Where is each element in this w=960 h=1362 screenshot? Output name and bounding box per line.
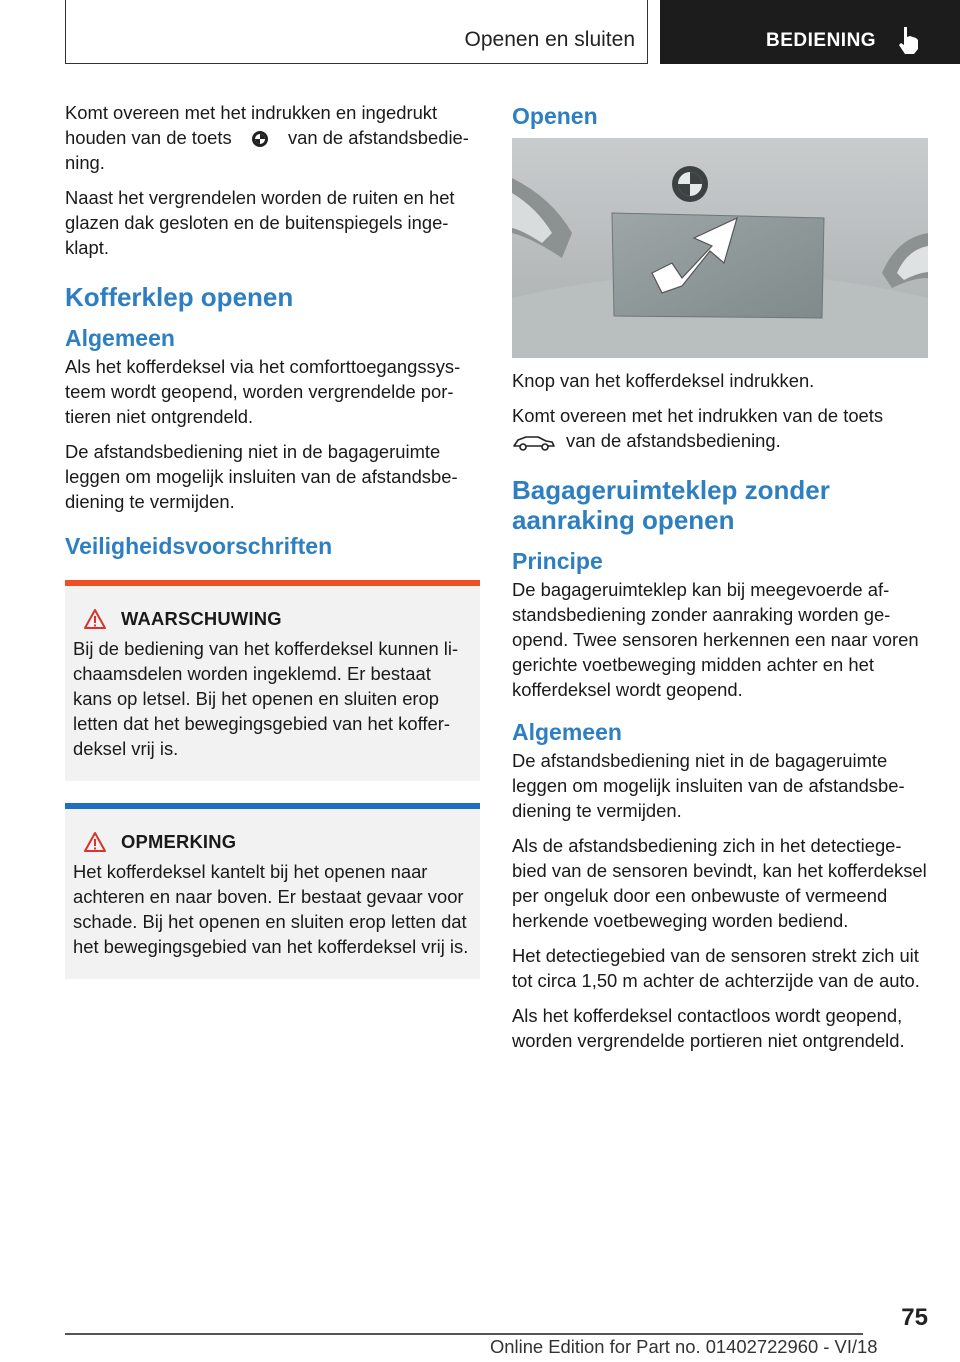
heading-veiligheidsvoorschriften: Veiligheidsvoorschriften: [65, 533, 333, 560]
text: van de afstandsbediening.: [566, 430, 781, 451]
heading-kofferklep-openen: Kofferklep openen: [65, 282, 294, 313]
pointing-hand-icon: [896, 25, 922, 55]
paragraph-lock-info: Naast het vergrendelen worden de ruiten en het glazen dak gesloten en de buitenspiegels ingeklapt.: [65, 187, 455, 259]
paragraph-remote-storage: De afstandsbediening niet in de bagageruimte leggen om mogelijk insluiten van de afstandsbediening te vermijden.: [65, 441, 458, 513]
left-column: [65, 100, 480, 979]
paragraph-key-hold: [65, 100, 480, 175]
page-number: 75: [901, 1304, 928, 1331]
heading-algemeen: Algemeen: [65, 325, 175, 352]
notice-title: OPMERKING: [121, 831, 237, 853]
paragraph-press-button: Knop van het kofferdeksel indrukken.: [512, 370, 815, 391]
warning-box: [65, 580, 480, 781]
footer-divider: [65, 1333, 863, 1335]
paragraph-algemeen-4: Als het kofferdeksel contactloos wordt geopend, worden vergrendelde portieren niet ontgrendeld.: [512, 1005, 905, 1051]
header-section-tab: [65, 0, 648, 64]
heading-principe: Principe: [512, 548, 603, 574]
paragraph-principe: De bagageruimteklep kan bij meegevoerde afstandsbediening zonder aanraking worden geopend. Twee sensoren herkennen een naar voren gerichte voetbeweging midden achter en het kofferdeksel wordt geopend.: [512, 579, 919, 700]
text: van de afstandsbediening.: [65, 127, 469, 174]
paragraph-remote-key: [512, 403, 928, 453]
section-title: Openen en sluiten: [464, 28, 635, 51]
header-chapter-tab: [660, 0, 960, 64]
warning-title: WAARSCHUWING: [121, 608, 282, 630]
notice-triangle-icon: [83, 831, 107, 853]
heading-bagageruimteklep: Bagageruimteklep zonder aanraking openen: [512, 475, 830, 535]
chapter-title: BEDIENING: [766, 30, 877, 51]
bmw-key-icon: [245, 128, 275, 150]
paragraph-comfort-access: Als het kofferdeksel via het comforttoegangssysteem wordt geopend, worden vergrendelde portieren niet ontgrendeld.: [65, 356, 461, 428]
notice-box: [65, 803, 480, 979]
footer-edition: Online Edition for Part no. 01402722960 - VI/18: [490, 1336, 878, 1357]
warning-triangle-icon: [83, 608, 107, 630]
car-trunk-key-icon: [512, 432, 556, 452]
paragraph-algemeen-2: Als de afstandsbediening zich in het detectiegebied van de sensoren bevindt, kan het kofferdeksel per ongeluk door een onbewuste of vermeend herkende voetbeweging worden bediend.: [512, 835, 927, 931]
right-column: [512, 100, 928, 1063]
heading-openen: Openen: [512, 103, 598, 129]
text: Komt overeen met het indrukken van de toets: [512, 405, 884, 426]
paragraph-algemeen-3: Het detectiegebied van de sensoren strekt zich uit tot circa 1,50 m achter de achterzijde van de auto.: [512, 945, 920, 991]
notice-text: Het kofferdeksel kantelt bij het openen naar achteren en naar boven. Er bestaat gevaar voor schade. Bij het openen en sluiten erop letten dat het bewegingsgebied van het kofferdeksel vrij is.: [73, 861, 469, 958]
trunk-button-photo: [512, 138, 928, 358]
warning-text: Bij de bediening van het kofferdeksel kunnen lichaamsdelen worden ingeklemd. Er bestaat kans op letsel. Bij het openen en sluiten erop letten dat het bewegingsgebied van het kofferdeksel vrij is.: [73, 638, 459, 760]
paragraph-algemeen-1: De afstandsbediening niet in de bagageruimte leggen om mogelijk insluiten van de afstandsbediening te vermijden.: [512, 750, 905, 821]
heading-algemeen-right: Algemeen: [512, 719, 622, 745]
text: Komt overeen met het indrukken en ingedrukt houden van de toets: [65, 102, 438, 148]
